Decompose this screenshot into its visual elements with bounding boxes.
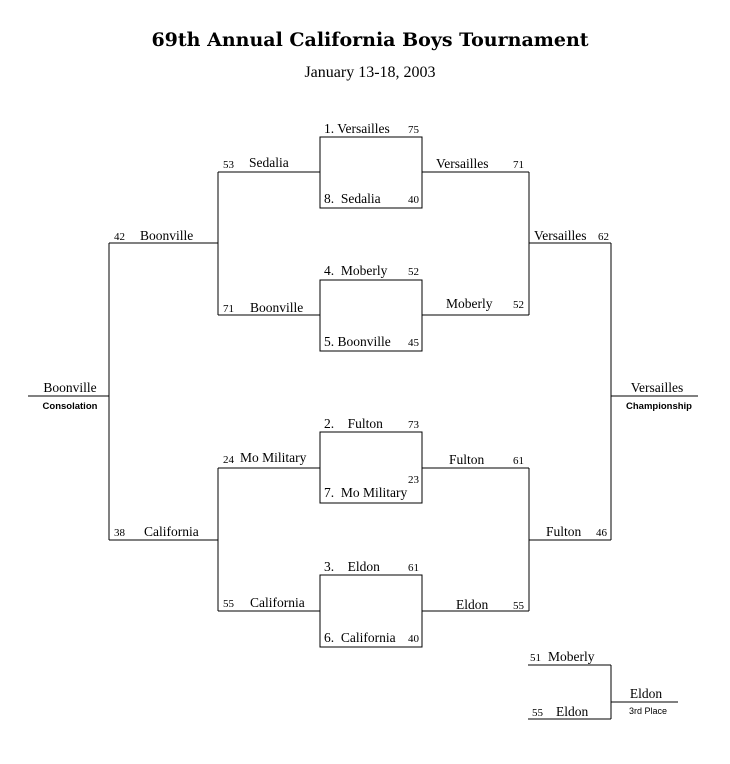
championship-label: Championship: [626, 401, 692, 412]
consolation-r1-slot-4-team: California: [250, 595, 305, 610]
round1-box-2-bottom-score: 45: [408, 337, 419, 349]
consolation-semi-1-team: Boonville: [140, 228, 194, 243]
round1-box-3-bottom-score: 23: [408, 474, 419, 486]
round1-box-2-bottom-team: 5. Boonville: [324, 334, 391, 349]
consolation-r1-slot-4-score: 55: [223, 598, 234, 610]
page-title: 69th Annual California Boys Tournament: [151, 29, 589, 51]
consolation-winner-team: Boonville: [43, 380, 97, 395]
winners-semi-2-score: 52: [513, 299, 524, 311]
round1-box-3-top-team: 2. Fulton: [324, 416, 383, 431]
winners-semi-3-score: 61: [513, 455, 524, 467]
round1-box-4-bottom-team: 6. California: [324, 630, 396, 645]
winners-semi-1-team: Versailles: [436, 156, 489, 171]
champion-team: Versailles: [630, 380, 684, 395]
round1-box-2-top-team: 4. Moberly: [324, 263, 388, 278]
champion: [611, 380, 698, 412]
third-place-slot-2-score: 55: [532, 707, 543, 719]
consolation-r1-slot-1-score: 53: [223, 159, 234, 171]
winners-final-1-score: 62: [598, 231, 609, 243]
third-place-slot-2-team: Eldon: [556, 704, 589, 719]
round1-box-3-bottom-team: 7. Mo Military: [324, 485, 408, 500]
consolation-semi-1-score: 42: [114, 231, 125, 243]
round1-box-3: [320, 416, 422, 503]
winners-semi-4-score: 55: [513, 600, 524, 612]
round1-box-1-bottom-team: 8. Sedalia: [324, 191, 381, 206]
round1-box-4-top-score: 61: [408, 562, 419, 574]
consolation-r1-slot-3-score: 24: [223, 454, 234, 466]
consolation-semi-2-team: California: [144, 524, 199, 539]
round1-box-1: [320, 121, 422, 208]
consolation-r1-slot-2-team: Boonville: [250, 300, 304, 315]
round1-box-1-bottom-score: 40: [408, 194, 419, 206]
winners-semi-4-team: Eldon: [456, 597, 489, 612]
consolation-winner: [28, 380, 109, 412]
third-place-slot-1-score: 51: [530, 652, 541, 664]
third-place-label: 3rd Place: [628, 706, 668, 716]
consolation-semis: [109, 228, 218, 540]
consolation-semi-2-score: 38: [114, 527, 125, 539]
consolation-label: Consolation: [42, 401, 98, 412]
round1-box-4: [320, 559, 422, 647]
consolation-r1-slot-3-team: Mo Military: [240, 450, 307, 465]
round1-box-4-top-team: 3. Eldon: [324, 559, 380, 574]
third-place-game: [528, 649, 678, 719]
round1-box-3-top-score: 73: [408, 419, 419, 431]
round1-box-2: [320, 263, 422, 351]
round1-box-4-bottom-score: 40: [408, 633, 419, 645]
winners-final-2-team: Fulton: [546, 524, 582, 539]
winners-semi-3-team: Fulton: [449, 452, 485, 467]
round1-box-1-top-team: 1. Versailles: [324, 121, 390, 136]
winners-final-1-team: Versailles: [534, 228, 587, 243]
third-place-winner-team: Eldon: [629, 686, 663, 701]
third-place-slot-1-team: Moberly: [548, 649, 595, 664]
round1-box-1-top-score: 75: [408, 124, 419, 136]
consolation-first-round: [218, 155, 320, 611]
winners-semi-2-team: Moberly: [446, 296, 493, 311]
tournament-dates: January 13-18, 2003: [304, 64, 436, 81]
winners-final-2-score: 46: [596, 527, 607, 539]
consolation-r1-slot-1-team: Sedalia: [249, 155, 289, 170]
round1-box-2-top-score: 52: [408, 266, 419, 278]
winners-semi-1-score: 71: [513, 159, 524, 171]
consolation-r1-slot-2-score: 71: [223, 303, 234, 315]
winners-finals: [529, 228, 611, 540]
winners-semis: [422, 156, 529, 612]
